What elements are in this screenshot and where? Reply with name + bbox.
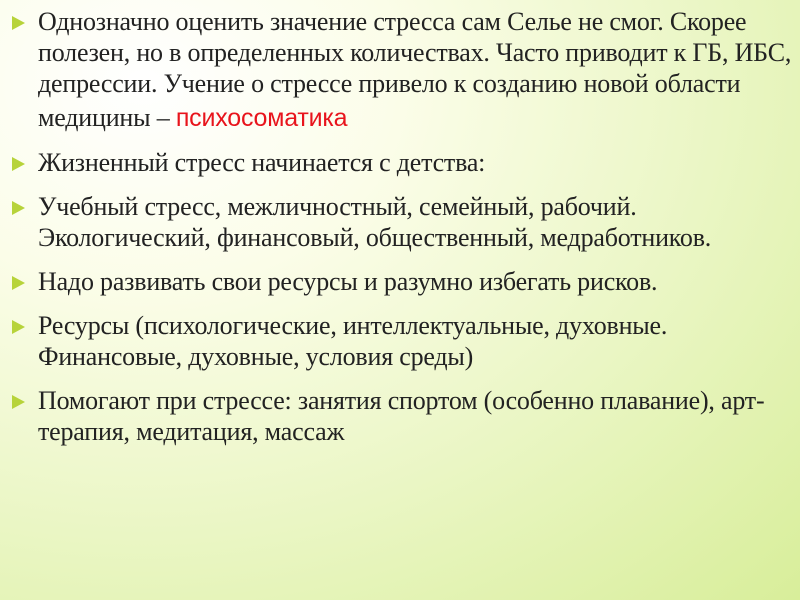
bullet-text: Однозначно оценить значение стресса сам Селье не смог. Скорее полезен, но в определенных количествах. Часто приводит к ГБ, ИБС, депрессии. Учение о стрессе привело к созданию новой области медицины – — [38, 7, 792, 132]
triangle-bullet-icon — [12, 201, 25, 215]
bullet-item-1 — [10, 6, 798, 134]
bullet-text: Помогают при стрессе: занятия спортом (особенно плавание), арт-терапия, медитация, массаж — [38, 386, 765, 446]
highlight-term: психосоматика — [175, 104, 348, 132]
bullet-item-6 — [10, 385, 798, 447]
triangle-bullet-icon — [12, 395, 25, 409]
bullet-text: Учебный стресс, межличностный, семейный, рабочий. Экологический, финансовый, общественный, медработников. — [38, 192, 712, 252]
triangle-bullet-icon — [12, 320, 25, 334]
bullet-item-2 — [10, 147, 798, 178]
bullet-item-4 — [10, 266, 798, 297]
bullet-text: Надо развивать свои ресурсы и разумно избегать рисков. — [38, 267, 658, 296]
triangle-bullet-icon — [12, 157, 25, 171]
triangle-bullet-icon — [12, 276, 25, 290]
bullet-item-5 — [10, 310, 798, 372]
triangle-bullet-icon — [12, 16, 25, 30]
bullet-text: Жизненный стресс начинается с детства: — [38, 148, 486, 177]
bullet-text: Ресурсы (психологические, интеллектуальные, духовные. Финансовые, духовные, условия среды) — [38, 311, 668, 371]
bullet-item-3 — [10, 191, 798, 253]
bullet-list — [10, 6, 798, 460]
